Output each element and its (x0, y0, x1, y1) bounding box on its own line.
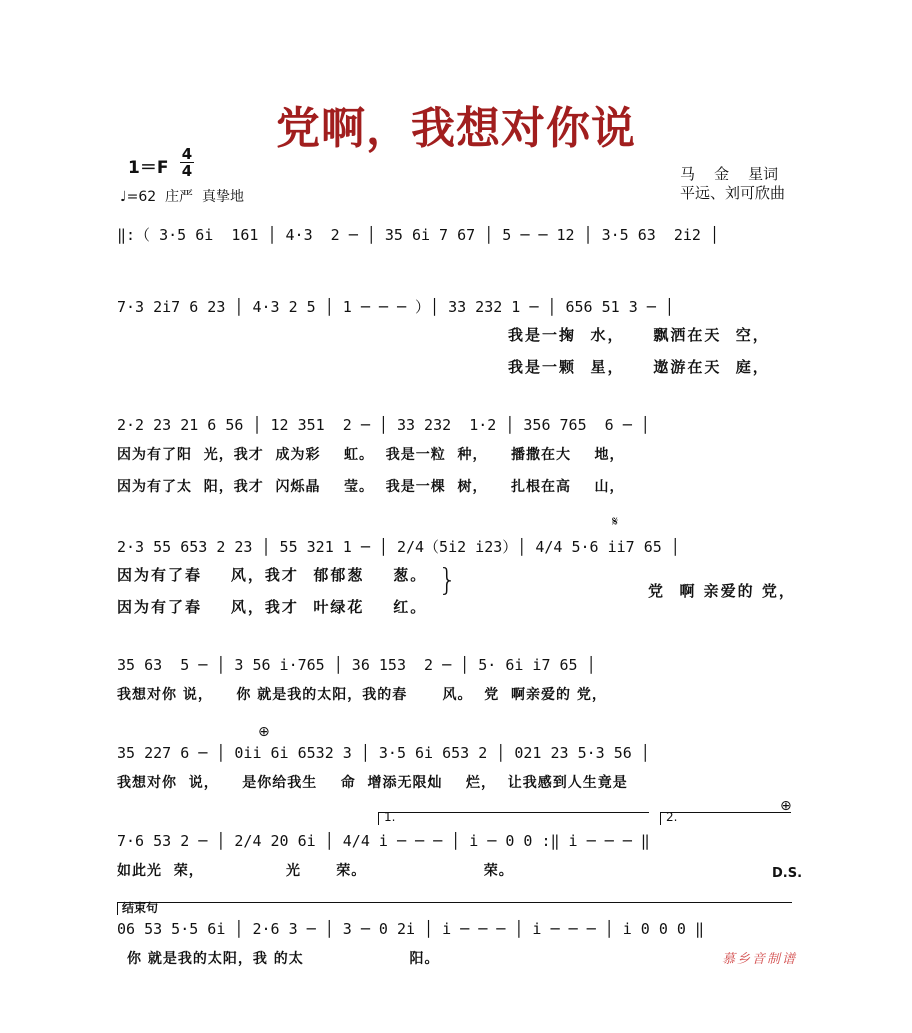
notation-row-6: 35 227 6 ─ │ 0ii 6i 6532 3 │ 3·5 6i 653 2 │ 021 23 5·3 56 │ (117, 744, 650, 762)
notation-row-7: 7·6 53 2 ─ │ 2/4 20 6i │ 4/4 i ─ ─ ─ │ i ─ 0 0 :‖ i ─ ─ ─ ‖ (117, 832, 650, 850)
volta-1-label: 1. (384, 810, 396, 824)
time-signature (180, 146, 194, 179)
notation-row-2: 7·3 2i7 6 23 │ 4·3 2 5 │ 1 ─ ─ ─ ）│ 33 232 1 ─ │ 656 51 3 ─ │ (117, 298, 674, 316)
arranger-watermark: 慕乡音制谱 (722, 952, 798, 967)
volta-bracket-2 (660, 812, 791, 825)
lyric-row-3-verse-2: 因为有了太 阳，我才 闪烁晶 莹。 我是一棵 树， 扎根在高 山， (117, 479, 625, 495)
key-signature: 1＝F (128, 158, 169, 178)
tempo-marking: ♩=62 庄严 真挚地 (120, 189, 244, 205)
composer-credit: 平远、刘可欣曲 (680, 184, 786, 202)
volta-bracket-1 (378, 812, 649, 825)
coda-mark-1: ⊕ (258, 724, 270, 740)
time-signature-top: 4 (181, 145, 193, 163)
lyric-row-6: 我想对你 说， 是你给我生 命 增添无限灿 烂， 让我感到人生竟是 (117, 775, 628, 791)
notation-row-3: 2·2 23 21 6 56 │ 12 351 2 ─ │ 33 232 1·2 │ 356 765 6 ─ │ (117, 416, 650, 434)
lyric-row-4-verse-2: 因为有了春 风，我才 叶绿花 红。 (117, 598, 428, 616)
notation-row-1: ‖:（ 3·5 6i 161 │ 4·3 2 ─ │ 35 6i 7 67 │ 5 ─ ─ 12 │ 3·5 63 2i2 │ (117, 226, 719, 244)
ending-label: 结束句 (122, 901, 159, 915)
lyric-row-7: 如此光 荣， 光 荣。 荣。 (117, 863, 514, 879)
lyricist-credit: 马 金 星词 (680, 165, 779, 183)
lyric-row-2-verse-1: 我是一掬 水， 飘洒在天 空， (508, 326, 770, 344)
notation-row-5: 35 63 5 ─ │ 3 56 i·765 │ 36 153 2 ─ │ 5· 6i i7 65 │ (117, 656, 596, 674)
volta-2-label: 2. (666, 810, 678, 824)
segno-mark: 𝄋 (612, 514, 619, 530)
lyric-row-3-verse-1: 因为有了阳 光，我才 成为彩 虹。 我是一粒 种， 播撒在大 地， (117, 447, 625, 463)
lyric-row-2-verse-2: 我是一颗 星， 遨游在天 庭， (508, 358, 770, 376)
lyric-row-8: 你 就是我的太阳，我 的太 阳。 (127, 951, 440, 967)
notation-row-4: 2·3 55 653 2 23 │ 55 321 1 ─ │ 2/4（5i2 i23）│ 4/4 5·6 ii7 65 │ (117, 538, 680, 556)
ending-bracket (117, 902, 792, 915)
ds-mark: D.S. (772, 866, 803, 881)
lyric-row-4-verse-1: 因为有了春 风，我才 郁郁葱 葱。 (117, 566, 428, 584)
coda-mark-2: ⊕ (780, 798, 792, 814)
lyric-row-4-refrain: 党 啊 亲爱的 党， (648, 582, 796, 600)
lyric-row-5: 我想对你 说， 你 就是我的太阳，我的春 风。 党 啊亲爱的 党， (117, 687, 607, 703)
song-title: 党啊，我想对你说 (276, 103, 636, 154)
notation-row-8: 06 53 5·5 6i │ 2·6 3 ─ │ 3 ─ 0 2i │ i ─ ─ ─ │ i ─ ─ ─ │ i 0 0 0 ‖ (117, 920, 704, 938)
verse-brace: } (438, 563, 458, 598)
time-signature-bottom: 4 (181, 162, 193, 180)
